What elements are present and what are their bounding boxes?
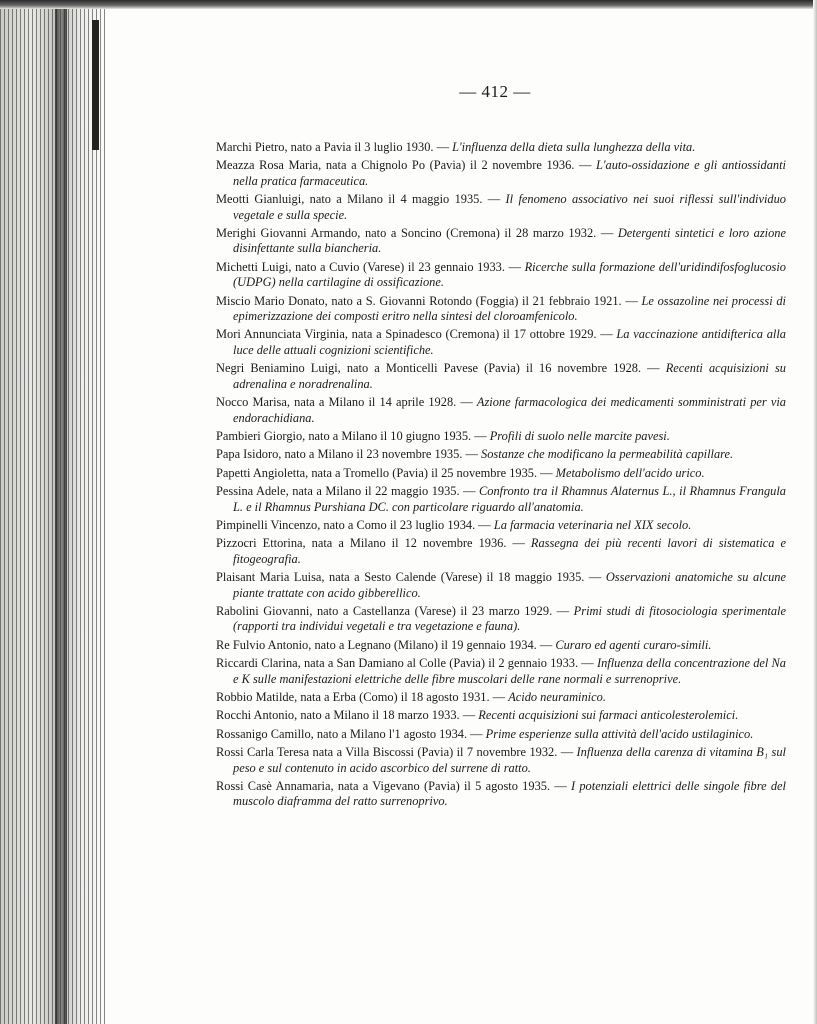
list-item (216, 447, 786, 462)
entry-title: Influenza della concentrazione del Na e K sulle manifestazioni elettriche delle fibre muscolari delle rane normali e surrenoprive. (233, 656, 787, 686)
binding-shadow (55, 0, 67, 1024)
entry-title: Osservazioni anatomiche su alcune piante trattate con acido gibberellico. (233, 570, 786, 600)
entry-author: Rossanigo Camillo, nato a Milano l'1 agosto 1934. — (216, 726, 483, 741)
list-item (216, 395, 786, 426)
entry-title: Prime esperienze sulla attività dell'acido ustilaginico. (485, 726, 754, 741)
entry-author: Meazza Rosa Maria, nata a Chignolo Po (Pavia) il 2 novembre 1936. — (216, 158, 592, 173)
list-item (216, 226, 786, 257)
list-item (216, 518, 786, 533)
entry-author: Robbio Matilde, nata a Erba (Como) il 18 agosto 1931. — (216, 690, 506, 704)
entry-author: Pessina Adele, nata a Milano il 22 maggio 1935. — (216, 484, 476, 499)
book-binding (0, 0, 108, 1024)
entry-author: Rabolini Giovanni, nato a Castellanza (Varese) il 23 marzo 1929. — (216, 603, 570, 618)
list-item (216, 140, 786, 155)
entry-title: I potenziali elettrici delle singole fibre del muscolo diaframma del ratto surrenoprivo. (233, 779, 786, 809)
list-item (216, 294, 786, 325)
entry-title: Acido neuraminico. (508, 690, 606, 704)
list-item (216, 570, 786, 601)
list-item (216, 466, 786, 481)
entry-author: Miscio Mario Donato, nato a S. Giovanni Rotondo (Foggia) il 21 febbraio 1921. — (216, 293, 638, 308)
entry-title: Recenti acquisizioni sui farmaci anticolesterolemici. (478, 708, 739, 723)
entry-title: Influenza della carenza di vitamina B₁ sul peso e sul contenuto in acido ascorbico del surrene di ratto. (233, 745, 786, 775)
entry-author: Rocchi Antonio, nato a Milano il 18 marzo 1933. — (216, 708, 476, 723)
entry-title: Curaro ed agenti curaro-simili. (555, 637, 712, 652)
list-item (216, 536, 786, 567)
page-top-edge (0, 0, 817, 9)
entry-author: Rossi Carla Teresa nata a Villa Biscossi (Pavia) il 7 novembre 1932. — (216, 745, 574, 760)
entry-author: Mori Annunciata Virginia, nata a Spinadesco (Cremona) il 17 ottobre 1929. — (216, 327, 613, 342)
list-item (216, 327, 786, 358)
entry-title: Rassegna dei più recenti lavori di sistematica e fitogeografia. (233, 536, 786, 566)
entry-title: La farmacia veterinaria nel XIX secolo. (493, 517, 692, 532)
list-item (216, 708, 786, 723)
entry-author: Negri Beniamino Luigi, nato a Monticelli Pavese (Pavia) il 16 novembre 1928. — (216, 361, 660, 376)
entry-title: Ricerche sulla formazione dell'uridindifosfoglucosio (UDPG) nella cartilagine di ossificazione. (233, 259, 786, 290)
page-number: — 412 — (459, 82, 531, 101)
entry-author: Marchi Pietro, nato a Pavia il 3 luglio 1930. — (216, 140, 449, 154)
entry-title: L'influenza della dieta sulla lunghezza della vita. (452, 140, 696, 154)
list-item (216, 656, 786, 687)
list-item (216, 727, 786, 742)
entry-title: Metabolismo dell'acido urico. (555, 465, 705, 480)
list-item (216, 361, 786, 392)
entry-author: Nocco Marisa, nata a Milano il 14 aprile 1928. — (216, 395, 473, 410)
entry-title: L'auto-ossidazione e gli antiossidanti nella pratica farmaceutica. (233, 158, 786, 188)
list-item (216, 484, 786, 515)
entry-title: Il fenomeno associativo nei suoi riflessi sull'individuo vegetale e sulla specie. (233, 192, 786, 222)
list-item (216, 690, 786, 705)
entry-author: Rossi Casè Annamaria, nata a Vigevano (Pavia) il 5 agosto 1935. — (216, 779, 567, 794)
entry-title: Detergenti sintetici e loro azione disinfettante sulla biancheria. (233, 226, 786, 256)
list-item (216, 638, 786, 653)
entry-author: Pizzocri Ettorina, nata a Milano il 12 novembre 1936. — (216, 536, 525, 551)
entry-title: Primi studi di fitosociologia sperimentale (rapporti tra individui vegetali e tra vegetazione e fauna). (233, 603, 786, 634)
list-item (216, 260, 786, 291)
entry-author: Papetti Angioletta, nata a Tromello (Pavia) il 25 novembre 1935. — (216, 465, 553, 480)
list-item (216, 158, 786, 189)
thesis-list (216, 140, 786, 813)
entry-title: La vaccinazione antidifterica alla luce delle attuali cognizioni scientifiche. (233, 327, 786, 357)
entry-title: Profili di suolo nelle marcite pavesi. (489, 428, 670, 443)
entry-author: Re Fulvio Antonio, nato a Legnano (Milano) il 19 gennaio 1934. — (216, 637, 553, 652)
entry-author: Pimpinelli Vincenzo, nato a Como il 23 luglio 1934. — (216, 517, 491, 532)
entry-author: Meotti Gianluigi, nato a Milano il 4 maggio 1935. — (216, 192, 501, 207)
list-item (216, 745, 786, 776)
list-item (216, 429, 786, 444)
binding-mark (92, 20, 99, 150)
list-item (216, 192, 786, 223)
entry-author: Michetti Luigi, nato a Cuvio (Varese) il 23 gennaio 1933. — (216, 259, 521, 274)
list-item (216, 779, 786, 810)
entry-author: Plaisant Maria Luisa, nata a Sesto Calende (Varese) il 18 maggio 1935. — (216, 570, 602, 585)
entry-title: Azione farmacologica dei medicamenti somministrati per via endorachidiana. (233, 395, 786, 425)
entry-author: Pambieri Giorgio, nato a Milano il 10 giugno 1935. — (216, 428, 487, 443)
entry-title: Sostanze che modificano la permeabilità capillare. (481, 447, 734, 462)
entry-title: Le ossazoline nei processi di epimerizzazione dei composti eritro nella sintesi del cloroamfenicolo. (233, 293, 786, 324)
page-right-edge (813, 0, 817, 1024)
list-item (216, 604, 786, 635)
entry-author: Merighi Giovanni Armando, nato a Soncino (Cremona) il 28 marzo 1932. — (216, 226, 614, 241)
entry-title: Confronto tra il Rhamnus Alaternus L., il Rhamnus Frangula L. e il Rhamnus Purshiana DC. con particolare riguardo all'anatomia. (233, 484, 786, 514)
entry-title: Recenti acquisizioni su adrenalina e noradrenalina. (233, 361, 786, 391)
entry-author: Riccardi Clarina, nata a San Damiano al Colle (Pavia) il 2 gennaio 1933. — (216, 656, 594, 671)
entry-author: Papa Isidoro, nato a Milano il 23 novembre 1935. — (216, 447, 478, 462)
